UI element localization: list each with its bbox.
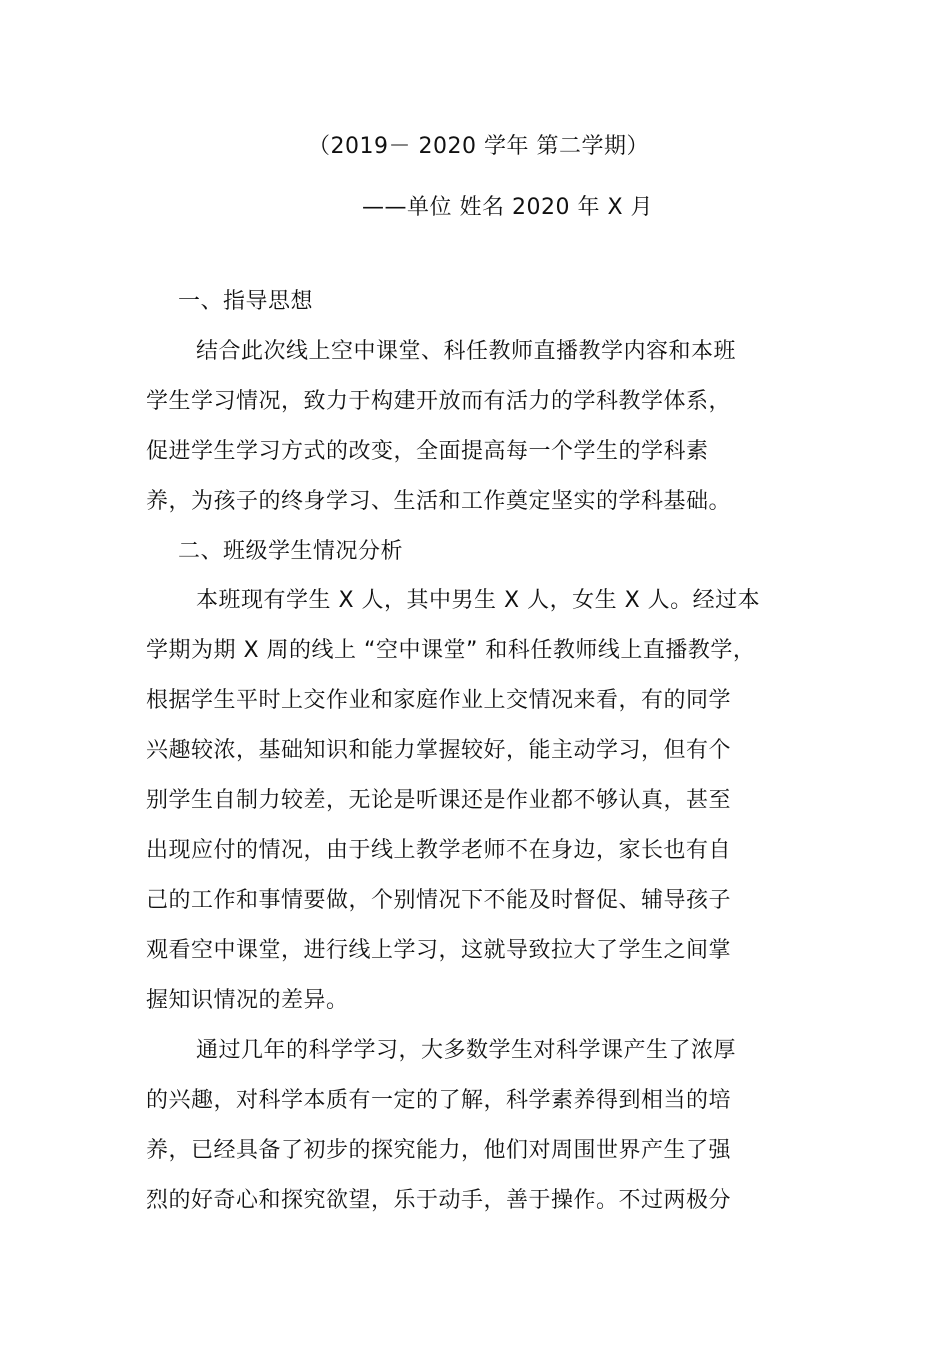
paragraph-line: 养，为孩子的终身学习、生活和工作奠定坚实的学科基础。	[146, 489, 732, 514]
paragraph-line: 学期为期 X 周的线上 “空中课堂” 和科任教师线上直播教学，	[146, 638, 756, 663]
paragraph-line: 本班现有学生 X 人，其中男生 X 人，女生 X 人。经过本	[196, 588, 761, 613]
section-heading: 二、班级学生情况分析	[178, 539, 404, 564]
paragraph-line: 握知识情况的差异。	[146, 988, 349, 1013]
paragraph-line: 兴趣较浓，基础知识和能力掌握较好，能主动学习，但有个	[146, 738, 732, 763]
paragraph-line: 烈的好奇心和探究欲望，乐于动手，善于操作。不过两极分	[146, 1188, 732, 1213]
semester-line: （2019－ 2020 学年 第二学期）	[308, 134, 649, 159]
paragraph-line: 促进学生学习方式的改变，全面提高每一个学生的学科素	[146, 439, 709, 464]
paragraph-line: 别学生自制力较差，无论是听课还是作业都不够认真，甚至	[146, 788, 732, 813]
paragraph-line: 根据学生平时上交作业和家庭作业上交情况来看，有的同学	[146, 688, 732, 713]
paragraph-line: 通过几年的科学学习，大多数学生对科学课产生了浓厚	[196, 1038, 737, 1063]
paragraph-line: 的兴趣，对科学本质有一定的了解，科学素养得到相当的培	[146, 1088, 732, 1113]
paragraph-line: 观看空中课堂，进行线上学习，这就导致拉大了学生之间掌	[146, 938, 732, 963]
paragraph-line: 养，已经具备了初步的探究能力，他们对周围世界产生了强	[146, 1138, 732, 1163]
paragraph-line: 结合此次线上空中课堂、科任教师直播教学内容和本班	[196, 339, 737, 364]
paragraph-line: 出现应付的情况，由于线上教学老师不在身边，家长也有自	[146, 838, 732, 863]
section-heading: 一、指导思想	[178, 289, 314, 314]
byline: ——单位 姓名 2020 年 X 月	[362, 195, 654, 220]
paragraph-line: 己的工作和事情要做，个别情况下不能及时督促、辅导孩子	[146, 888, 732, 913]
paragraph-line: 学生学习情况，致力于构建开放而有活力的学科教学体系，	[146, 389, 732, 414]
